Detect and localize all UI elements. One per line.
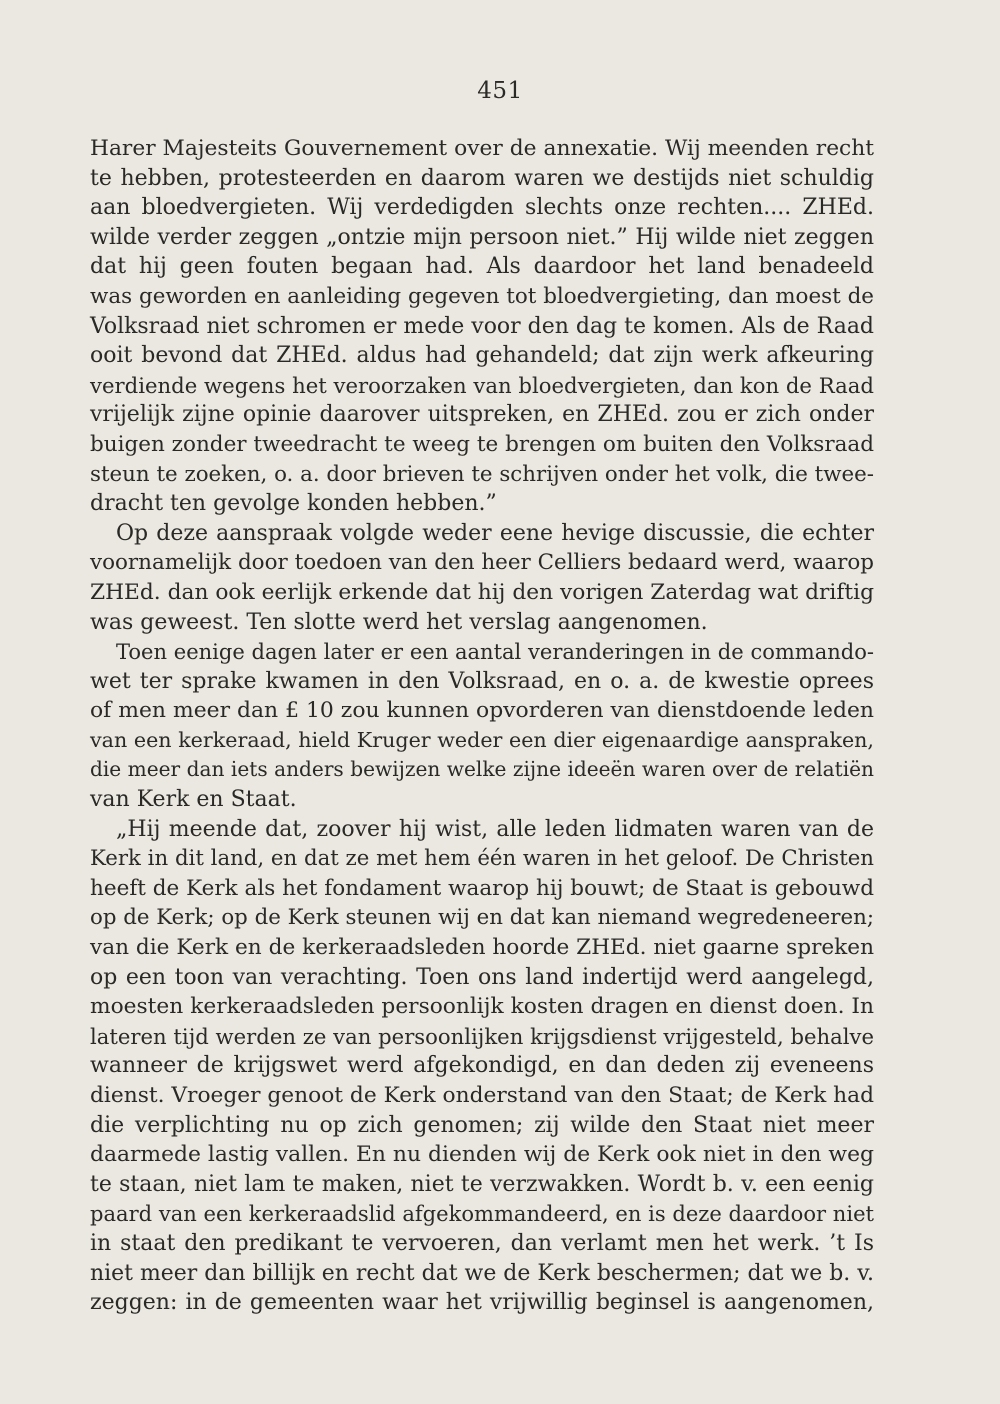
text-line: niet meer dan billijk en recht dat we de Kerk beschermen; dat we b. v. <box>90 1260 874 1286</box>
text-line: „Hij meende dat, zoover hij wist, alle leden lidmaten waren van de <box>116 816 874 842</box>
text-line: daarmede lastig vallen. En nu dienden wij de Kerk ook niet in den weg <box>90 1142 874 1168</box>
text-line: was geworden en aanleiding gegeven tot bloedvergieting, dan moest de <box>90 283 874 309</box>
text-line: steun te zoeken, o. a. door brieven te schrijven onder het volk, die twee- <box>90 461 874 487</box>
text-line: moesten kerkeraadsleden persoonlijk kosten dragen en dienst doen. In <box>90 994 874 1020</box>
text-line: ooit bevond dat ZHEd. aldus had gehandeld; dat zijn werk afkeuring <box>90 343 874 369</box>
text-line: wanneer de krijgswet werd afgekondigd, en dan deden zij eveneens <box>90 1053 874 1079</box>
text-line: heeft de Kerk als het fondament waarop hij bouwt; de Staat is gebouwd <box>90 875 874 901</box>
text-line: aan bloedvergieten. Wij verdedigden slechts onze rechten.... ZHEd. <box>90 195 874 221</box>
text-line: die meer dan iets anders bewijzen welke zijne ideeën waren over de relatiën <box>90 757 874 782</box>
text-line: van een kerkeraad, hield Kruger weder een dier eigenaardige aanspraken, <box>90 727 874 752</box>
text-line: Toen eenige dagen later er een aantal veranderingen in de commando- <box>116 639 874 665</box>
text-line: voornamelijk door toedoen van den heer Celliers bedaard werd, waarop <box>90 550 874 576</box>
text-line: was geweest. Ten slotte werd het verslag aangenomen. <box>90 609 708 635</box>
text-line: op een toon van verachting. Toen ons land indertijd werd aangelegd, <box>90 964 874 990</box>
text-line: of men meer dan £ 10 zou kunnen opvorderen van dienstdoende leden <box>90 698 874 724</box>
text-line: verdiende wegens het veroorzaken van bloedvergieten, dan kon de Raad <box>90 372 874 398</box>
text-line: Op deze aanspraak volgde weder eene hevige discussie, die echter <box>116 520 874 546</box>
text-line: buigen zonder tweedracht te weeg te brengen om buiten den Volksraad <box>90 431 874 457</box>
text-line: lateren tijd werden ze van persoonlijken krijgsdienst vrijgesteld, behalve <box>90 1023 874 1049</box>
text-line: te hebben, protesteerden en daarom waren we destijds niet schuldig <box>90 165 874 191</box>
text-line: van die Kerk en de kerkeraadsleden hoorde ZHEd. niet gaarne spreken <box>90 935 874 961</box>
text-line: dat hij geen fouten begaan had. Als daardoor het land benadeeld <box>90 254 874 280</box>
text-line: die verplichting nu op zich genomen; zij wilde den Staat niet meer <box>90 1112 874 1138</box>
text-line: dienst. Vroeger genoot de Kerk onderstand van den Staat; de Kerk had <box>90 1083 875 1108</box>
text-line: ZHEd. dan ook eerlijk erkende dat hij den vorigen Zaterdag wat driftig <box>90 579 874 605</box>
text-line: vrijelijk zijne opinie daarover uitspreken, en ZHEd. zou er zich onder <box>90 402 874 428</box>
text-line: wet ter sprake kwamen in den Volksraad, en o. a. de kwestie oprees <box>90 668 874 694</box>
text-line: zeggen: in de gemeenten waar het vrijwillig beginsel is aangenomen, <box>90 1290 874 1316</box>
text-line: wilde verder zeggen „ontzie mijn persoon niet.” Hij wilde niet zeggen <box>90 224 874 250</box>
page-number: 451 <box>477 78 523 104</box>
text-line: te staan, niet lam te maken, niet te verzwakken. Wordt b. v. een eenig <box>90 1171 874 1197</box>
body-text <box>90 134 874 1318</box>
text-line: in staat den predikant te vervoeren, dan verlamt men het werk. ’t Is <box>90 1230 874 1256</box>
text-line: van Kerk en Staat. <box>90 787 297 813</box>
text-line: op de Kerk; op de Kerk steunen wij en dat kan niemand wegredeneeren; <box>90 905 874 931</box>
text-line: Volksraad niet schromen er mede voor den dag te komen. Als de Raad <box>90 313 874 339</box>
text-line: Kerk in dit land, en dat ze met hem één waren in het geloof. De Christen <box>90 846 874 872</box>
text-line: Harer Majesteits Gouvernement over de annexatie. Wij meenden recht <box>90 136 874 161</box>
text-line: dracht ten gevolge konden hebben.” <box>90 491 497 517</box>
text-line: paard van een kerkeraadslid afgekommandeerd, en is deze daardoor niet <box>90 1201 874 1227</box>
